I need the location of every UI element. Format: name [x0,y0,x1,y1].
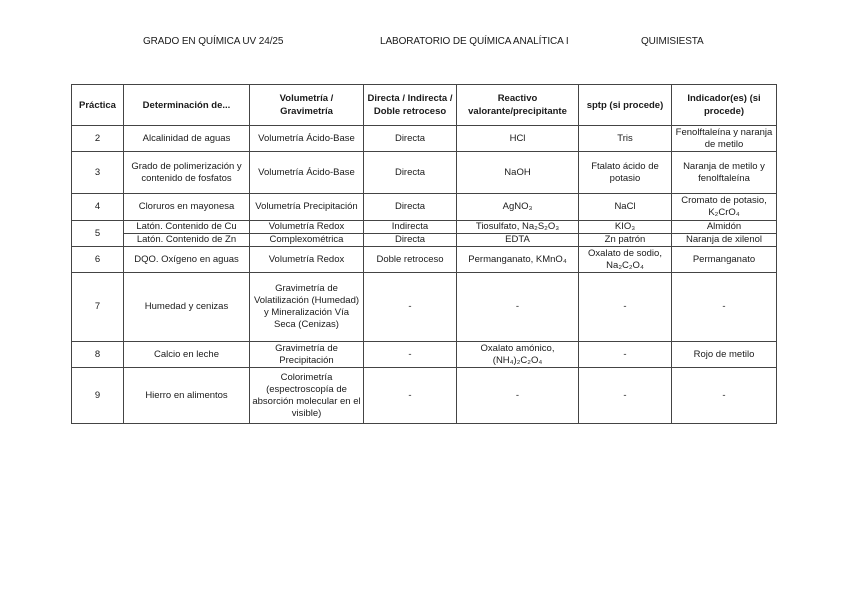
cell-determinacion: Humedad y cenizas [124,273,250,342]
cell-tipo: Gravimetría de Precipitación [250,342,364,368]
cell-reactivo: NaOH [457,152,579,194]
cell-practica: 4 [72,194,124,221]
cell-tipo: Volumetría Ácido-Base [250,152,364,194]
cell-determinacion: Calcio en leche [124,342,250,368]
table-row [72,126,777,152]
cell-sptp: - [579,342,672,368]
cell-sptp: KIO₃ [579,221,672,234]
table-row [72,368,777,424]
cell-sptp: - [579,368,672,424]
cell-practica: 7 [72,273,124,342]
cell-tipo: Volumetría Redox [250,247,364,273]
cell-determinacion: Latón. Contenido de Cu [124,221,250,234]
cell-determinacion: Alcalinidad de aguas [124,126,250,152]
cell-determinacion: Hierro en alimentos [124,368,250,424]
cell-indicador: Naranja de xilenol [672,234,777,247]
cell-directa: Indirecta [364,221,457,234]
practicas-table [71,84,777,424]
cell-sptp: Zn patrón [579,234,672,247]
cell-indicador: Permanganato [672,247,777,273]
cell-reactivo: - [457,368,579,424]
cell-practica: 3 [72,152,124,194]
cell-tipo: Colorimetría (espectroscopía de absorción molecular en el visible) [250,368,364,424]
col-header-practica: Práctica [72,85,124,126]
cell-reactivo: Permanganato, KMnO₄ [457,247,579,273]
cell-directa: - [364,342,457,368]
cell-directa: Directa [364,234,457,247]
table-row [72,342,777,368]
cell-directa: Directa [364,152,457,194]
table-row [72,152,777,194]
col-header-sptp: sptp (si procede) [579,85,672,126]
cell-practica: 5 [72,221,124,247]
cell-indicador: Naranja de metilo y fenolftaleína [672,152,777,194]
cell-directa: Directa [364,194,457,221]
cell-sptp: Ftalato ácido de potasio [579,152,672,194]
col-header-determinacion: Determinación de... [124,85,250,126]
cell-practica: 8 [72,342,124,368]
cell-tipo: Volumetría Ácido-Base [250,126,364,152]
cell-sptp: Tris [579,126,672,152]
cell-reactivo: AgNO₃ [457,194,579,221]
cell-determinacion: Cloruros en mayonesa [124,194,250,221]
cell-practica: 6 [72,247,124,273]
cell-reactivo: Oxalato amónico, (NH₄)₂C₂O₄ [457,342,579,368]
cell-directa: Doble retroceso [364,247,457,273]
cell-tipo: Volumetría Precipitación [250,194,364,221]
cell-directa: - [364,273,457,342]
col-header-reactivo: Reactivo valorante/precipitante [457,85,579,126]
cell-reactivo: HCl [457,126,579,152]
table-row [72,221,777,234]
table-header-row [72,85,777,126]
cell-directa: - [364,368,457,424]
col-header-indicador: Indicador(es) (si procede) [672,85,777,126]
cell-sptp: NaCl [579,194,672,221]
cell-indicador: - [672,273,777,342]
table-row [72,273,777,342]
table-row [72,247,777,273]
cell-indicador: Almidón [672,221,777,234]
cell-directa: Directa [364,126,457,152]
cell-indicador: Cromato de potasio, K₂CrO₄ [672,194,777,221]
cell-indicador: - [672,368,777,424]
cell-determinacion: DQO. Oxígeno en aguas [124,247,250,273]
header-degree: GRADO EN QUÍMICA UV 24/25 [143,36,284,47]
cell-reactivo: - [457,273,579,342]
cell-tipo: Gravimetría de Volatilización (Humedad) y Mineralización Vía Seca (Cenizas) [250,273,364,342]
cell-tipo: Volumetría Redox [250,221,364,234]
cell-determinacion: Latón. Contenido de Zn [124,234,250,247]
cell-practica: 2 [72,126,124,152]
cell-reactivo: Tiosulfato, Na₂S₂O₃ [457,221,579,234]
cell-determinacion: Grado de polimerización y contenido de fosfatos [124,152,250,194]
header-lab-title: LABORATORIO DE QUÍMICA ANALÍTICA I [380,36,569,47]
cell-indicador: Fenolftaleína y naranja de metilo [672,126,777,152]
table-row [72,194,777,221]
cell-indicador: Rojo de metilo [672,342,777,368]
cell-sptp: - [579,273,672,342]
col-header-directa: Directa / Indirecta / Doble retroceso [364,85,457,126]
cell-tipo: Complexométrica [250,234,364,247]
cell-reactivo: EDTA [457,234,579,247]
cell-practica: 9 [72,368,124,424]
table-row [72,234,777,247]
cell-sptp: Oxalato de sodio, Na₂C₂O₄ [579,247,672,273]
header-author: QUIMISIESTA [641,36,704,47]
col-header-tipo: Volumetría / Gravimetría [250,85,364,126]
